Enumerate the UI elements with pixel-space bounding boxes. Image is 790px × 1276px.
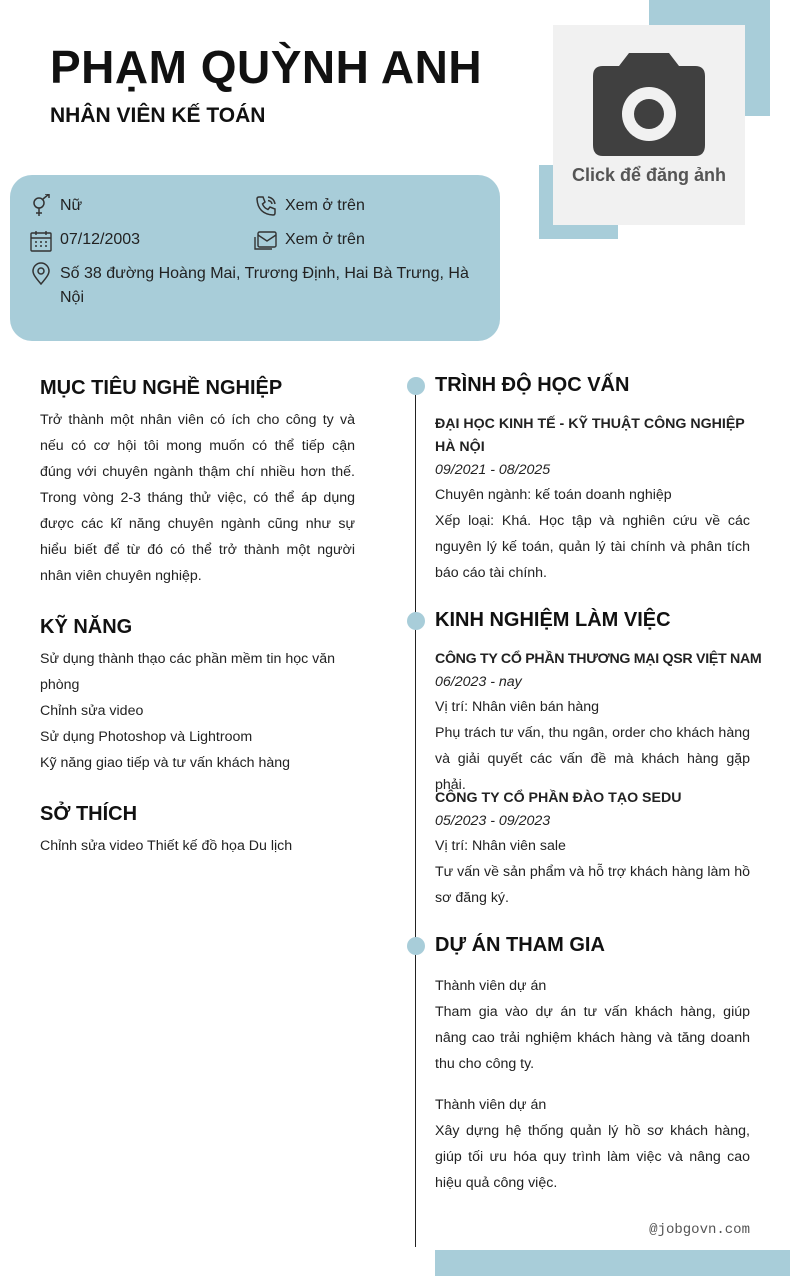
- job-description: Tư vấn về sản phẩm và hỗ trợ khách hàng làm hồ sơ đăng ký.: [435, 864, 750, 906]
- job-description: Phụ trách tư vấn, thu ngân, order cho khách hàng và giải quyết các vấn đề mà khách hàng gặp phải.: [435, 725, 750, 793]
- timeline-dot-projects: [407, 937, 425, 955]
- job-title: NHÂN VIÊN KẾ TOÁN: [50, 104, 266, 127]
- email-icon: [254, 228, 278, 252]
- objective-text: Trở thành một nhân viên có ích cho công ty và nếu có cơ hội tôi mong muốn có thể tiếp cận đúng với chuyên ngành thậm chí nhiều hơn thế. Trong vòng 2-3 tháng thử việc, có thể áp dụng được các kĩ năng chuyên ngành cũng như sự hiểu biết để từ đó có thể trở thành một người nhân viên chuyên nghiệp.: [40, 412, 355, 584]
- skill-item: Sử dụng thành thạo các phần mềm tin học văn phòng: [40, 651, 336, 693]
- location-icon: [29, 262, 53, 286]
- timeline-line: [415, 385, 416, 1247]
- calendar-icon: [29, 229, 53, 253]
- address-value: Số 38 đường Hoàng Mai, Trương Định, Hai Bà Trưng, Hà Nội: [60, 265, 469, 306]
- experience-heading: KINH NGHIỆM LÀM VIỆC: [435, 609, 671, 631]
- skill-item: Sử dụng Photoshop và Lightroom: [40, 729, 253, 745]
- email-value: Xem ở trên: [285, 231, 365, 248]
- job-position: Vị trí: Nhân viên bán hàng: [435, 699, 600, 715]
- hobbies-heading: SỞ THÍCH: [40, 803, 138, 825]
- birthday-value: 07/12/2003: [60, 231, 141, 248]
- photo-upload-area[interactable]: [553, 25, 745, 225]
- projects-heading: DỰ ÁN THAM GIA: [435, 934, 605, 956]
- education-major: Chuyên ngành: kế toán doanh nghiệp: [435, 487, 672, 503]
- job-position: Vị trí: Nhân viên sale: [435, 838, 566, 854]
- photo-caption[interactable]: Click để đăng ảnh: [571, 165, 727, 185]
- decor-block-bottom: [435, 1250, 790, 1276]
- gender-value: Nữ: [60, 197, 83, 214]
- timeline-dot-education: [407, 377, 425, 395]
- phone-value: Xem ở trên: [285, 197, 365, 214]
- camera-icon: [591, 53, 707, 157]
- skills-list: [40, 646, 340, 776]
- skill-item: Chỉnh sửa video: [40, 703, 144, 719]
- skill-item: Kỹ năng giao tiếp và tư vấn khách hàng: [40, 755, 291, 771]
- objective-heading: MỤC TIÊU NGHỀ NGHIỆP: [40, 377, 283, 399]
- education-detail: Xếp loại: Khá. Học tập và nghiên cứu về các nguyên lý kế toán, quản lý tài chính và phân tích báo cáo tài chính.: [435, 513, 750, 581]
- job-period: 05/2023 - 09/2023: [435, 813, 551, 829]
- education-period: 09/2021 - 08/2025: [435, 462, 551, 478]
- gender-icon: [29, 194, 53, 218]
- hobbies-text: Chỉnh sửa video Thiết kế đồ họa Du lịch: [40, 838, 293, 854]
- education-school: ĐẠI HỌC KINH TẾ - KỸ THUẬT CÔNG NGHIỆP HÀ NỘI: [435, 416, 745, 455]
- project-description: Tham gia vào dự án tư vấn khách hàng, giúp nâng cao trải nghiệm khách hàng và tăng doanh thu cho công ty.: [435, 1004, 750, 1072]
- job-period: 06/2023 - nay: [435, 674, 522, 690]
- candidate-name: PHẠM QUỲNH ANH: [50, 41, 483, 93]
- job-company: CÔNG TY CỔ PHẦN ĐÀO TẠO SEDU: [435, 790, 682, 806]
- job-company: CÔNG TY CỔ PHẦN THƯƠNG MẠI QSR VIỆT NAM: [435, 651, 762, 667]
- project-role: Thành viên dự án: [435, 1097, 547, 1113]
- timeline-dot-experience: [407, 612, 425, 630]
- phone-icon: [254, 194, 278, 218]
- education-heading: TRÌNH ĐỘ HỌC VẤN: [435, 374, 630, 396]
- watermark: @jobgovn.com: [649, 1222, 750, 1238]
- project-role: Thành viên dự án: [435, 978, 547, 994]
- contact-info-panel: [10, 175, 500, 341]
- project-description: Xây dựng hệ thống quản lý hồ sơ khách hàng, giúp tối ưu hóa quy trình làm việc và nâng cao hiệu quả công việc.: [435, 1123, 750, 1191]
- skills-heading: KỸ NĂNG: [40, 616, 133, 638]
